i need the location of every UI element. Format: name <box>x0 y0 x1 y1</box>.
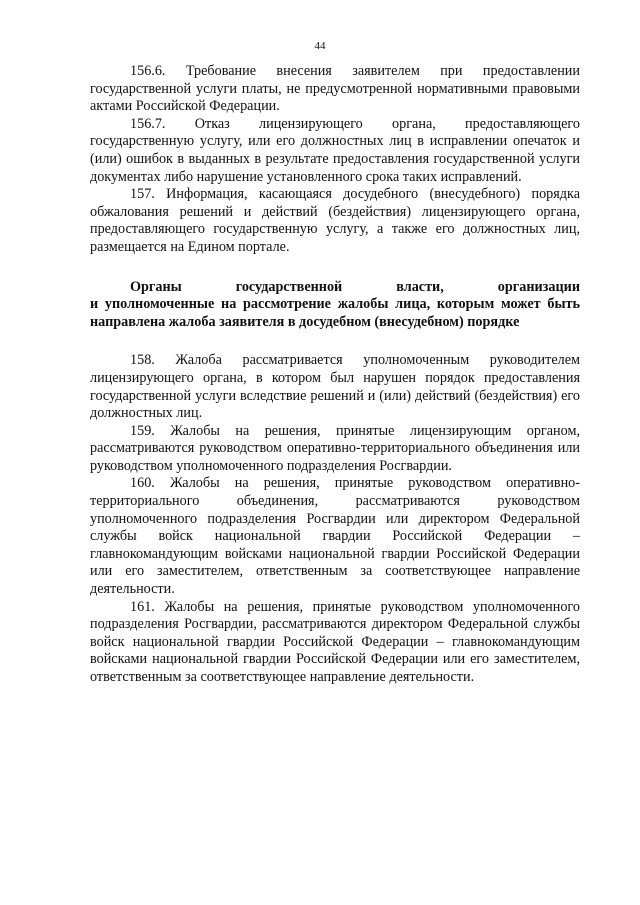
paragraph-157: 157. Информация, касающаяся досудебного (внесудебного) порядка обжалования решений и действий (бездействия) лицензирующего органа, предоставляющего государственную услугу, а также его должностных лиц, размещается на Едином портале. <box>90 186 580 255</box>
paragraph-160: 160. Жалобы на решения, принятые руководством оперативно-территориального объединения, рассматриваются руководством уполномоченного подразделения Росгвардии или директором Федеральной службы войск национальной гвардии Российской Федерации – главнокомандующим войсками национальной гвардии Российской Федерации или его заместителем, ответственным за соответствующее направление деятельности. <box>90 475 580 598</box>
section-heading <box>90 279 580 332</box>
paragraph-159: 159. Жалобы на решения, принятые лицензирующим органом, рассматриваются руководством оперативно-территориального объединения или руководством уполномоченного подразделения Росгвардии. <box>90 422 580 474</box>
paragraph-156-6: 156.6. Требование внесения заявителем при предоставлении государственной услуги платы, не предусмотренной нормативными правовыми актами Российской Федерации. <box>90 63 580 115</box>
paragraph-158: 158. Жалоба рассматривается уполномоченным руководителем лицензирующего органа, в котором был нарушен порядок предоставления государственной услуги вследствие решений и (или) действий (бездействия) его должностных лиц. <box>90 352 580 422</box>
page-number: 44 <box>314 40 326 52</box>
section-heading-rest: и уполномоченные на рассмотрение жалобы лица, которым может быть направлена жалоба заявителя в досудебном (внесудебном) порядке <box>90 296 580 330</box>
paragraph-161: 161. Жалобы на решения, принятые руководством уполномоченного подразделения Росгвардии, рассматриваются директором Федеральной службы войск национальной гвардии Российской Федерации – главнокомандующим войсками национальной гвардии Российской Федерации или его заместителем, ответственным за соответствующее направление деятельности. <box>90 598 580 685</box>
paragraph-156-7: 156.7. Отказ лицензирующего органа, предоставляющего государственную услугу, или его должностных лиц в исправлении опечаток и (или) ошибок в выданных в результате предоставления государственной услуги документах либо нарушение установленного срока таких исправлений. <box>90 115 580 185</box>
section-heading-line-1: Органы государственной власти, организации <box>130 278 580 295</box>
document-body <box>90 63 580 687</box>
